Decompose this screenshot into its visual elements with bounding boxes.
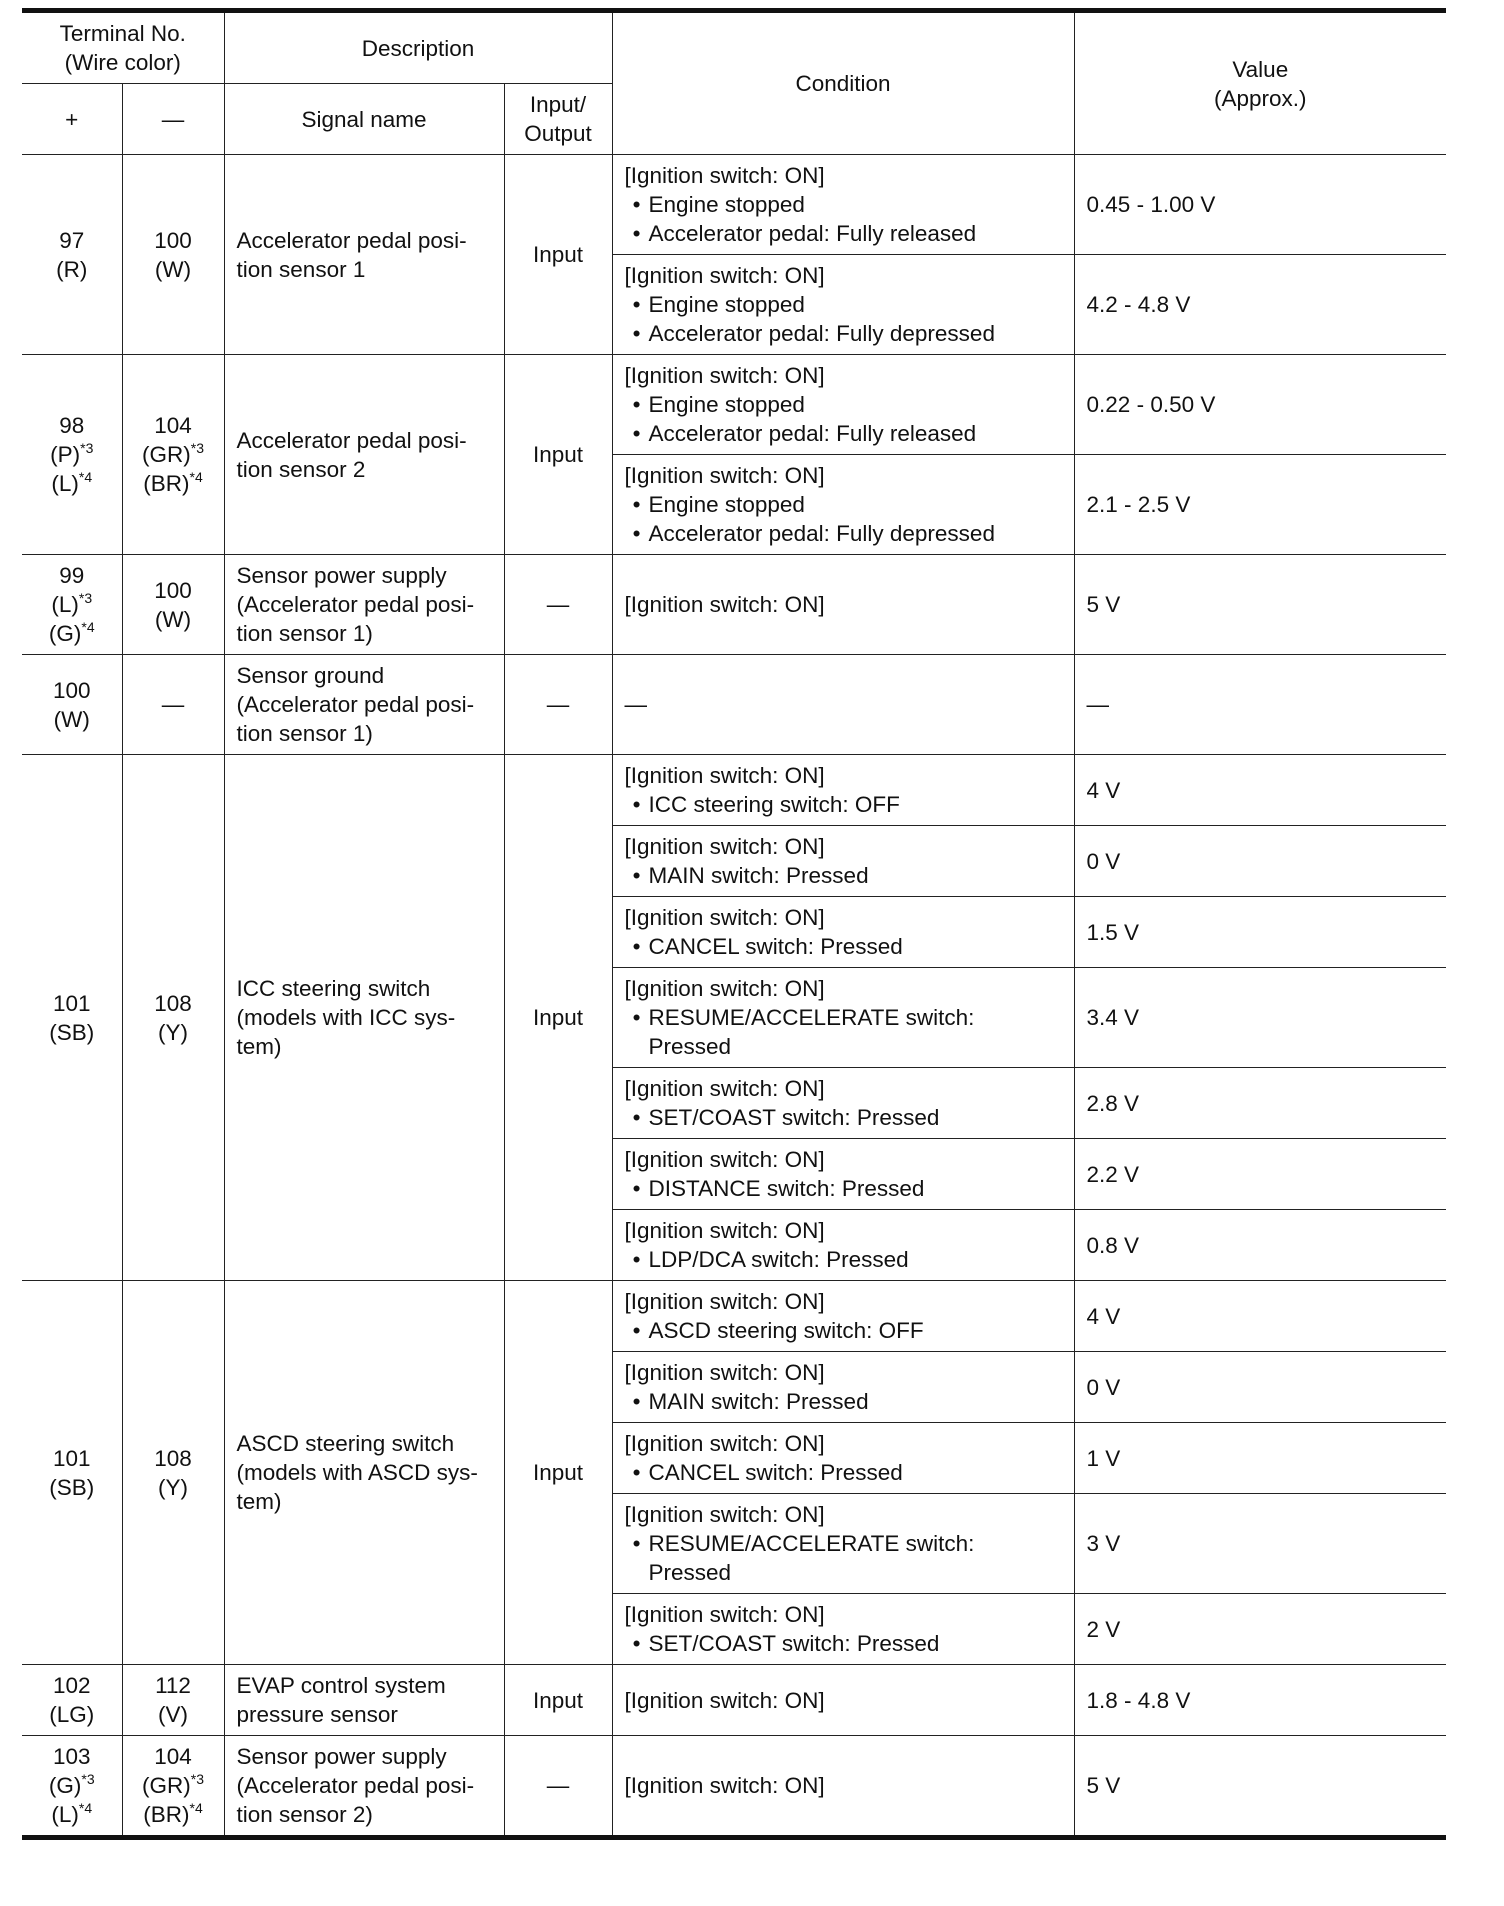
terminal-text: (L) bbox=[51, 1802, 79, 1827]
terminal-text: (SB) bbox=[49, 1474, 95, 1500]
condition-bullet: • ICC steering switch: OFF bbox=[625, 790, 1062, 819]
terminal-plus-line bbox=[34, 1800, 110, 1829]
condition bbox=[612, 1423, 1074, 1494]
condition-bullet: • Engine stopped bbox=[625, 190, 1062, 219]
table-row bbox=[22, 555, 1446, 655]
value: 5 V bbox=[1074, 1736, 1446, 1838]
input-output: — bbox=[504, 655, 612, 755]
terminal-text: (GR) bbox=[142, 442, 191, 467]
signal-name-line: Sensor power supply bbox=[236, 563, 447, 588]
condition-bullet: • Engine stopped bbox=[625, 390, 1062, 419]
terminal-minus-line bbox=[135, 690, 212, 719]
signal-name-line: tion sensor 2) bbox=[236, 1802, 373, 1827]
footnote-mark: *3 bbox=[78, 590, 93, 606]
condition bbox=[612, 355, 1074, 455]
value: — bbox=[1074, 655, 1446, 755]
signal-name bbox=[224, 755, 504, 1281]
terminal-text: (BR) bbox=[143, 1802, 190, 1827]
signal-name-header: Signal name bbox=[224, 84, 504, 155]
table-body bbox=[22, 155, 1446, 1838]
signal-name bbox=[224, 1665, 504, 1736]
input-output: Input bbox=[504, 1281, 612, 1665]
terminal-text: 100 bbox=[52, 677, 91, 703]
terminal-text: 100 bbox=[154, 577, 192, 603]
condition-line: [Ignition switch: ON] bbox=[624, 1076, 825, 1101]
terminal-plus-line bbox=[34, 590, 110, 619]
condition-line: [Ignition switch: ON] bbox=[624, 1147, 825, 1172]
minus-header: — bbox=[122, 84, 224, 155]
terminal-plus-line bbox=[34, 469, 110, 498]
condition-bullet: • Accelerator pedal: Fully depressed bbox=[625, 519, 1062, 548]
terminal-minus-line bbox=[135, 411, 212, 440]
terminal-minus-line bbox=[135, 1771, 212, 1800]
terminal-header: Terminal No. (Wire color) bbox=[22, 11, 224, 84]
terminal-plus-line bbox=[34, 1742, 110, 1771]
value: 4 V bbox=[1074, 1281, 1446, 1352]
terminal-text: 101 bbox=[52, 1445, 91, 1471]
value: 3 V bbox=[1074, 1494, 1446, 1594]
value: 3.4 V bbox=[1074, 968, 1446, 1068]
signal-name-line: Accelerator pedal posi- bbox=[236, 427, 467, 453]
condition bbox=[612, 968, 1074, 1068]
terminal-plus-line bbox=[34, 440, 110, 469]
terminal-text: (BR) bbox=[143, 471, 190, 496]
value: 4 V bbox=[1074, 755, 1446, 826]
condition-line: [Ignition switch: ON] bbox=[624, 976, 825, 1001]
terminal-plus-line bbox=[34, 1700, 110, 1729]
signal-name-line: pressure sensor bbox=[236, 1702, 398, 1727]
condition-line: [Ignition switch: ON] bbox=[624, 1218, 825, 1243]
condition bbox=[612, 826, 1074, 897]
signal-name-line: (Accelerator pedal posi- bbox=[236, 1773, 475, 1798]
signal-name-line: tem) bbox=[236, 1034, 282, 1059]
terminal-minus-line bbox=[135, 1473, 212, 1502]
condition-bullet: • Accelerator pedal: Fully released bbox=[625, 419, 1062, 448]
condition bbox=[612, 1665, 1074, 1736]
condition-bullet: • MAIN switch: Pressed bbox=[625, 861, 1062, 890]
table-row bbox=[22, 355, 1446, 455]
value: 1.5 V bbox=[1074, 897, 1446, 968]
terminal-text: (SB) bbox=[49, 1019, 95, 1045]
terminal-minus bbox=[122, 555, 224, 655]
value: 2.1 - 2.5 V bbox=[1074, 455, 1446, 555]
condition-line: [Ignition switch: ON] bbox=[624, 1502, 825, 1527]
terminal-plus-line bbox=[34, 1018, 110, 1047]
condition-bullet: • CANCEL switch: Pressed bbox=[625, 932, 1062, 961]
terminal-text: 104 bbox=[154, 1744, 192, 1769]
footnote-mark: *4 bbox=[81, 619, 95, 635]
value: 2 V bbox=[1074, 1594, 1446, 1665]
table-row bbox=[22, 755, 1446, 826]
terminal-plus bbox=[22, 1281, 122, 1665]
terminal-plus-line bbox=[34, 1671, 110, 1700]
signal-name bbox=[224, 555, 504, 655]
condition-line: [Ignition switch: ON] bbox=[624, 1431, 825, 1456]
signal-name-line: Accelerator pedal posi- bbox=[236, 227, 467, 253]
condition-bullet: • LDP/DCA switch: Pressed bbox=[625, 1245, 1062, 1274]
terminal-text: (R) bbox=[56, 256, 88, 282]
input-output: — bbox=[504, 1736, 612, 1838]
condition bbox=[612, 655, 1074, 755]
condition-line: [Ignition switch: ON] bbox=[624, 763, 825, 788]
terminal-text: (L) bbox=[51, 592, 79, 617]
terminal-text: 108 bbox=[154, 990, 192, 1016]
footnote-mark: *3 bbox=[80, 440, 94, 456]
value: 0.45 - 1.00 V bbox=[1074, 155, 1446, 255]
value: 0.8 V bbox=[1074, 1210, 1446, 1281]
condition bbox=[612, 155, 1074, 255]
terminal-minus-line bbox=[135, 576, 212, 605]
terminal-spec-table bbox=[22, 8, 1446, 1840]
terminal-minus-line bbox=[135, 469, 212, 498]
terminal-plus-line bbox=[34, 226, 110, 255]
terminal-plus-line bbox=[34, 705, 110, 734]
value: 1.8 - 4.8 V bbox=[1074, 1665, 1446, 1736]
condition-bullet: • CANCEL switch: Pressed bbox=[625, 1458, 1062, 1487]
signal-name-line: Sensor ground bbox=[236, 663, 385, 688]
condition bbox=[612, 1736, 1074, 1838]
signal-name bbox=[224, 1736, 504, 1838]
terminal-plus-line bbox=[34, 411, 110, 440]
terminal-plus-line bbox=[34, 989, 110, 1018]
terminal-plus bbox=[22, 555, 122, 655]
signal-name-line: tion sensor 2 bbox=[236, 456, 366, 482]
terminal-minus-line bbox=[135, 226, 212, 255]
terminal-plus bbox=[22, 155, 122, 355]
terminal-minus-line bbox=[135, 1700, 212, 1729]
condition-bullet: • SET/COAST switch: Pressed bbox=[625, 1629, 1062, 1658]
terminal-text: (V) bbox=[158, 1702, 188, 1727]
condition bbox=[612, 1210, 1074, 1281]
condition-bullet: • SET/COAST switch: Pressed bbox=[625, 1103, 1062, 1132]
condition-line: [Ignition switch: ON] bbox=[624, 1687, 825, 1713]
condition-bullet: • RESUME/ACCELERATE switch: Pressed bbox=[625, 1003, 1062, 1061]
condition bbox=[612, 1068, 1074, 1139]
condition-line: [Ignition switch: ON] bbox=[624, 905, 825, 930]
value: 2.2 V bbox=[1074, 1139, 1446, 1210]
terminal-minus-line bbox=[135, 1671, 212, 1700]
input-output: Input bbox=[504, 355, 612, 555]
table-row bbox=[22, 655, 1446, 755]
condition-line: [Ignition switch: ON] bbox=[624, 1602, 825, 1627]
terminal-text: 112 bbox=[155, 1673, 191, 1698]
terminal-minus-line bbox=[135, 440, 212, 469]
signal-name-line: EVAP control system bbox=[236, 1673, 446, 1698]
condition-header: Condition bbox=[612, 11, 1074, 155]
condition-bullet: • Engine stopped bbox=[625, 290, 1062, 319]
terminal-minus bbox=[122, 655, 224, 755]
terminal-minus bbox=[122, 155, 224, 355]
terminal-plus bbox=[22, 1665, 122, 1736]
terminal-plus-line bbox=[34, 1473, 110, 1502]
footnote-mark: *4 bbox=[189, 1800, 203, 1816]
plus-header: + bbox=[22, 84, 122, 155]
condition bbox=[612, 897, 1074, 968]
description-header: Description bbox=[224, 11, 612, 84]
condition bbox=[612, 255, 1074, 355]
terminal-text: — bbox=[161, 692, 185, 717]
signal-name-line: (Accelerator pedal posi- bbox=[236, 592, 475, 617]
terminal-minus-line bbox=[135, 1018, 212, 1047]
footnote-mark: *4 bbox=[78, 1800, 93, 1816]
signal-name-line: tion sensor 1) bbox=[236, 721, 373, 746]
terminal-minus-line bbox=[135, 1444, 212, 1473]
terminal-text: 98 bbox=[59, 413, 85, 438]
terminal-text: 104 bbox=[154, 413, 192, 438]
terminal-minus-line bbox=[135, 1800, 212, 1829]
footnote-mark: *3 bbox=[81, 1771, 95, 1787]
value-header: Value (Approx.) bbox=[1074, 11, 1446, 155]
signal-name-line: (models with ICC sys- bbox=[236, 1005, 456, 1030]
terminal-text: (P) bbox=[50, 442, 81, 467]
terminal-text: (W) bbox=[154, 606, 192, 632]
terminal-plus-line bbox=[34, 1444, 110, 1473]
condition-bullet: • ASCD steering switch: OFF bbox=[625, 1316, 1062, 1345]
condition-line: [Ignition switch: ON] bbox=[624, 834, 825, 859]
terminal-minus-line bbox=[135, 255, 212, 284]
condition bbox=[612, 1594, 1074, 1665]
condition-line: [Ignition switch: ON] bbox=[624, 1360, 825, 1385]
terminal-text: 100 bbox=[154, 227, 192, 253]
footnote-mark: *4 bbox=[78, 469, 93, 485]
value: 1 V bbox=[1074, 1423, 1446, 1494]
table-row bbox=[22, 1665, 1446, 1736]
terminal-plus bbox=[22, 755, 122, 1281]
table-row bbox=[22, 155, 1446, 255]
signal-name-line: ASCD steering switch bbox=[236, 1431, 455, 1456]
terminal-plus-line bbox=[34, 619, 110, 648]
terminal-text: (W) bbox=[53, 706, 90, 732]
terminal-text: (Y) bbox=[158, 1474, 188, 1500]
condition-bullet: • MAIN switch: Pressed bbox=[625, 1387, 1062, 1416]
terminal-text: 103 bbox=[52, 1744, 91, 1769]
terminal-text: (GR) bbox=[142, 1773, 191, 1798]
condition-line: [Ignition switch: ON] bbox=[624, 163, 825, 188]
value: 4.2 - 4.8 V bbox=[1074, 255, 1446, 355]
signal-name bbox=[224, 155, 504, 355]
signal-name bbox=[224, 655, 504, 755]
input-output: Input bbox=[504, 155, 612, 355]
value: 2.8 V bbox=[1074, 1068, 1446, 1139]
value: 5 V bbox=[1074, 555, 1446, 655]
condition-line: [Ignition switch: ON] bbox=[624, 592, 825, 617]
condition-line: [Ignition switch: ON] bbox=[624, 263, 825, 288]
signal-name-line: Sensor power supply bbox=[236, 1744, 447, 1769]
footnote-mark: *3 bbox=[190, 1771, 204, 1787]
condition bbox=[612, 455, 1074, 555]
signal-name-line: ICC steering switch bbox=[236, 976, 431, 1001]
signal-name bbox=[224, 1281, 504, 1665]
terminal-minus bbox=[122, 1281, 224, 1665]
header-row-1 bbox=[22, 11, 1446, 84]
terminal-plus-line bbox=[34, 561, 110, 590]
terminal-minus-line bbox=[135, 989, 212, 1018]
footnote-mark: *4 bbox=[189, 469, 203, 485]
signal-name-line: tem) bbox=[236, 1489, 282, 1514]
terminal-text: 101 bbox=[52, 990, 91, 1016]
terminal-plus bbox=[22, 655, 122, 755]
footnote-mark: *3 bbox=[190, 440, 204, 456]
terminal-text: (LG) bbox=[49, 1702, 95, 1727]
condition bbox=[612, 755, 1074, 826]
condition-bullet: • Accelerator pedal: Fully depressed bbox=[625, 319, 1062, 348]
terminal-plus-line bbox=[34, 255, 110, 284]
value: 0.22 - 0.50 V bbox=[1074, 355, 1446, 455]
condition-line: [Ignition switch: ON] bbox=[624, 1773, 825, 1798]
terminal-minus bbox=[122, 1665, 224, 1736]
terminal-plus bbox=[22, 355, 122, 555]
value: 0 V bbox=[1074, 826, 1446, 897]
terminal-text: (Y) bbox=[158, 1019, 188, 1045]
signal-name-line: tion sensor 1) bbox=[236, 621, 373, 646]
condition-bullet: • Accelerator pedal: Fully released bbox=[625, 219, 1062, 248]
signal-name bbox=[224, 355, 504, 555]
condition-line: [Ignition switch: ON] bbox=[624, 463, 825, 488]
condition bbox=[612, 555, 1074, 655]
terminal-text: 102 bbox=[52, 1673, 91, 1698]
input-output: — bbox=[504, 555, 612, 655]
terminal-minus-line bbox=[135, 605, 212, 634]
terminal-plus-line bbox=[34, 676, 110, 705]
condition-line: — bbox=[624, 692, 648, 717]
condition bbox=[612, 1139, 1074, 1210]
io-header: Input/ Output bbox=[504, 84, 612, 155]
terminal-minus bbox=[122, 755, 224, 1281]
input-output: Input bbox=[504, 1665, 612, 1736]
table-row bbox=[22, 1281, 1446, 1352]
signal-name-line: tion sensor 1 bbox=[236, 256, 366, 282]
terminal-plus bbox=[22, 1736, 122, 1838]
condition bbox=[612, 1281, 1074, 1352]
terminal-text: (G) bbox=[48, 621, 82, 646]
terminal-minus-line bbox=[135, 1742, 212, 1771]
terminal-text: (W) bbox=[154, 256, 192, 282]
condition-line: [Ignition switch: ON] bbox=[624, 1289, 825, 1314]
signal-name-line: (models with ASCD sys- bbox=[236, 1460, 478, 1485]
terminal-text: (L) bbox=[51, 471, 79, 496]
condition-bullet: • DISTANCE switch: Pressed bbox=[625, 1174, 1062, 1203]
terminal-plus-line bbox=[34, 1771, 110, 1800]
terminal-minus bbox=[122, 355, 224, 555]
terminal-text: (G) bbox=[48, 1773, 82, 1798]
terminal-text: 99 bbox=[59, 563, 85, 588]
terminal-minus bbox=[122, 1736, 224, 1838]
value: 0 V bbox=[1074, 1352, 1446, 1423]
condition bbox=[612, 1494, 1074, 1594]
table-row bbox=[22, 1736, 1446, 1838]
signal-name-line: (Accelerator pedal posi- bbox=[236, 692, 475, 717]
condition-bullet: • Engine stopped bbox=[625, 490, 1062, 519]
terminal-text: 108 bbox=[154, 1445, 192, 1471]
input-output: Input bbox=[504, 755, 612, 1281]
condition-line: [Ignition switch: ON] bbox=[624, 363, 825, 388]
condition-bullet: • RESUME/ACCELERATE switch: Pressed bbox=[625, 1529, 1062, 1587]
terminal-text: 97 bbox=[59, 227, 85, 253]
condition bbox=[612, 1352, 1074, 1423]
